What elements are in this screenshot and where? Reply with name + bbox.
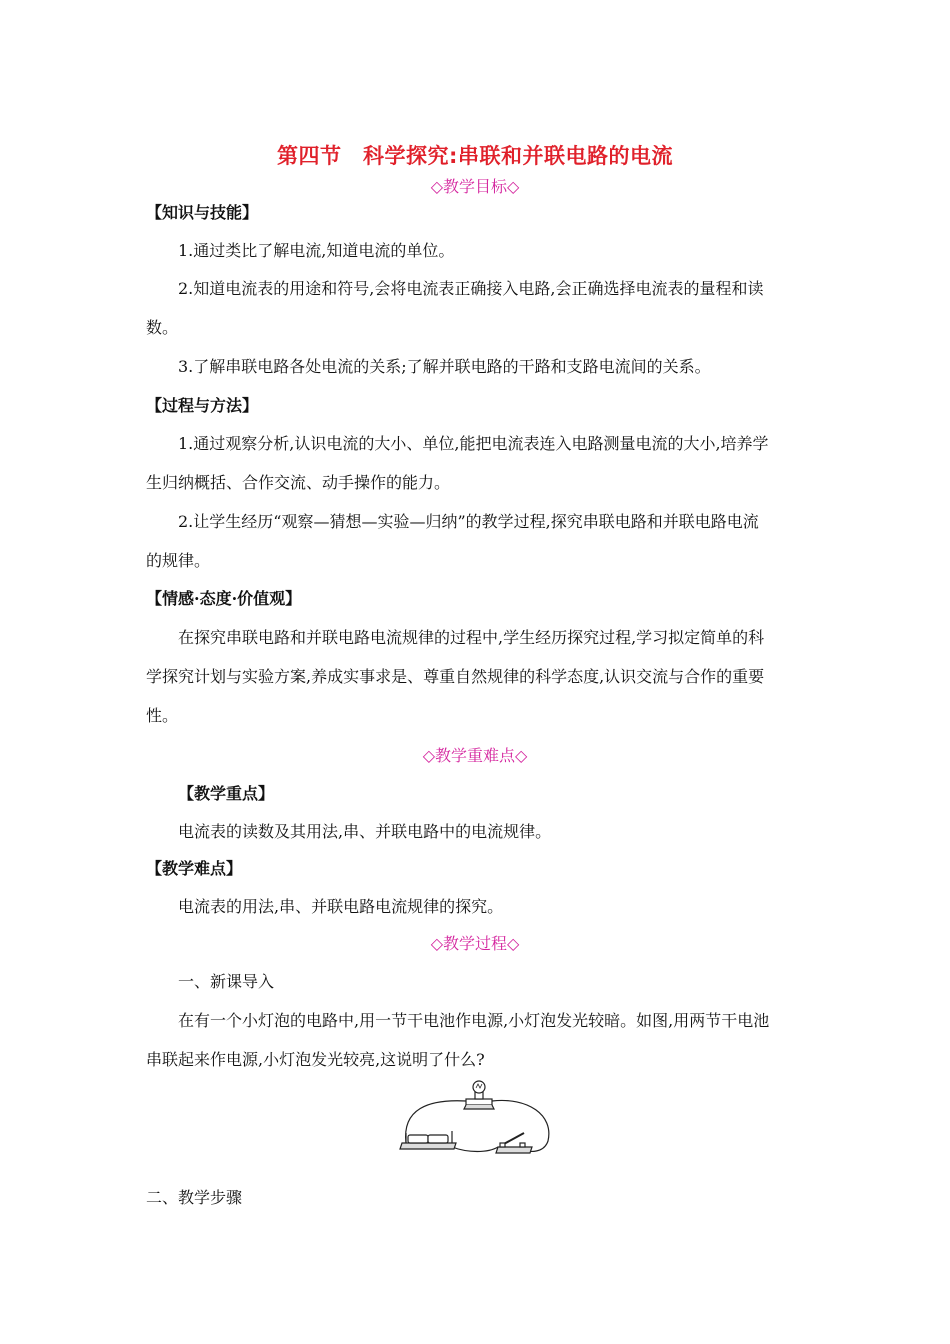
battery-holder: [400, 1143, 456, 1149]
section-process: ◇教学过程◇: [430, 934, 520, 953]
attitude-line-1: 在探究串联电路和并联电路电流规律的过程中,学生经历探究过程,学习拟定简单的科: [178, 628, 765, 647]
intro-line-1: 在有一个小灯泡的电路中,用一节干电池作电源,小灯泡发光较暗。如图,用两节干电池: [178, 1011, 770, 1030]
knowledge-item-2-line-1: 2.知道电流表的用途和符号,会将电流表正确接入电路,会正确选择电流表的量程和读: [178, 279, 764, 298]
intro-line-2: 串联起来作电源,小灯泡发光较亮,这说明了什么?: [146, 1050, 485, 1069]
knowledge-item-3: 3.了解串联电路各处电流的关系;了解并联电路的干路和支路电流间的关系。: [178, 357, 711, 376]
knowledge-item-2-line-2: 数。: [146, 318, 179, 337]
intro-header: 一、新课导入: [178, 972, 275, 991]
wire-bottom: [452, 1147, 498, 1152]
attitude-header: 【情感·态度·价值观】: [146, 589, 302, 608]
method-item-2-line-2: 的规律。: [146, 551, 211, 570]
circuit-diagram: [398, 1079, 554, 1163]
knowledge-item-1: 1.通过类比了解电流,知道电流的单位。: [178, 241, 455, 260]
difficulty-header: 【教学难点】: [146, 859, 243, 878]
method-item-1-line-1: 1.通过观察分析,认识电流的大小、单位,能把电流表连入电路测量电流的大小,培养学: [178, 434, 769, 453]
method-item-1-line-2: 生归纳概括、合作交流、动手操作的能力。: [146, 473, 451, 492]
focus-header: 【教学重点】: [178, 784, 275, 803]
battery-1-icon: [408, 1135, 428, 1143]
switch-base: [496, 1147, 532, 1153]
section-goals: ◇教学目标◇: [430, 177, 520, 196]
bulb-base: [466, 1099, 492, 1105]
section-keypoints: ◇教学重难点◇: [422, 746, 528, 765]
steps-header: 二、教学步骤: [146, 1188, 243, 1207]
attitude-line-3: 性。: [146, 706, 179, 725]
focus-text: 电流表的读数及其用法,串、并联电路中的电流规律。: [178, 822, 552, 841]
battery-2-icon: [428, 1135, 448, 1143]
attitude-line-2: 学探究计划与实验方案,养成实事求是、尊重自然规律的科学态度,认识交流与合作的重要: [146, 667, 765, 686]
difficulty-text: 电流表的用法,串、并联电路电流规律的探究。: [178, 897, 504, 916]
method-item-2-line-1: 2.让学生经历“观察—猜想—实验—归纳”的教学过程,探究串联电路和并联电路电流: [178, 512, 759, 531]
knowledge-header: 【知识与技能】: [146, 203, 259, 222]
document-title: 第四节 科学探究:串联和并联电路的电流: [277, 144, 673, 168]
bulb-icon: [473, 1081, 485, 1093]
method-header: 【过程与方法】: [146, 396, 259, 415]
